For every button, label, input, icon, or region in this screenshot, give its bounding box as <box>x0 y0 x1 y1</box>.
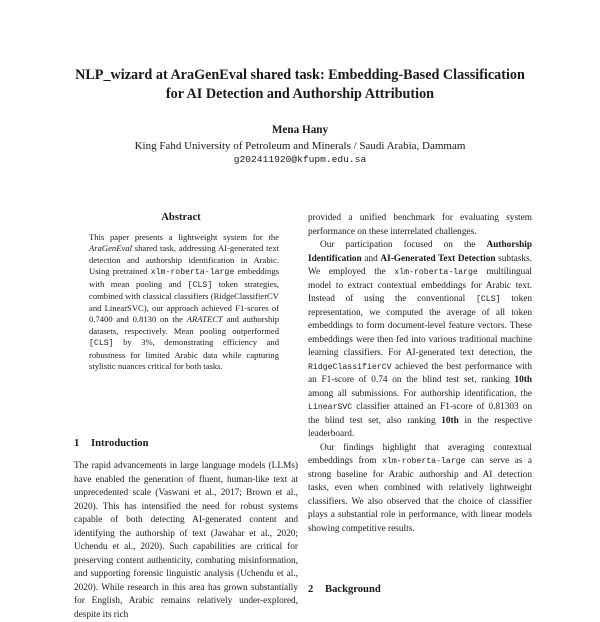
section-title: Introduction <box>91 438 149 449</box>
section-heading-introduction <box>74 438 149 449</box>
text-run: in the respective leaderboard. <box>308 415 532 439</box>
rank-ai-detection: 10th <box>514 375 532 385</box>
right-paragraph-2 <box>308 239 532 442</box>
abstract-text <box>89 232 279 372</box>
text-run: subtasks. We employed the <box>308 253 532 277</box>
right-column-body <box>308 212 532 536</box>
text-run: among all submissions. For authorship identification, the <box>308 388 532 399</box>
classifier-linearsvc: LinearSVC <box>308 403 353 412</box>
text-run: token representation, we computed the average of all token embeddings to form document-level feature vectors. These embeddings were then fed into various traditional machine learning classifiers. For AI-generated text detection, the <box>308 294 532 358</box>
author-affiliation: King Fahd University of Petroleum and Minerals / Saudi Arabia, Dammam <box>134 140 466 152</box>
abstract-text-2: shared task, addressing AI-generated text detection and authorship identification in Arabic. Using pretrained <box>89 243 279 277</box>
text-run: can serve as a strong baseline for Arabic authorship and AI detection tasks, even when combined with relatively lightweight classifiers. We also observed that the choice of classifier plays a substantial role in performance, with linear models showing competitive results. <box>308 456 532 534</box>
title-line-2: for AI Detection and Authorship Attribution <box>165 86 435 102</box>
abstract-text-6: by 3%, demonstrating efficiency and robustness for limited Arabic data while capturing stylistic nuances critical for both tasks. <box>89 337 279 371</box>
rank-authorship: 10th <box>441 415 459 426</box>
model-name: xlm-roberta-large <box>382 457 466 466</box>
intro-paragraph: The rapid advancements in large language models (LLMs) have enabled the generation of fluent, human-like text at unprecedented scale (Vaswani et al., 2017; Brown et al., 2020). This has intensified the need for robust systems capable of both detecting AI-generated content and identifying the authorship of text (Jawahar et al., 2020; Uchendu et al., 2020). Such capabilities are critical for preserving content authenticity, combating misinformation, and supporting forensic linguistic analysis (Uchendu et al., 2020). While research in this area has grown substantially for English, Arabic remains relatively under-explored, despite its rich <box>74 461 298 620</box>
text-run: Our participation focused on the <box>320 240 487 250</box>
classifier-ridge: RidgeClassifierCV <box>308 362 392 372</box>
text-run: achieved the best performance with an F1-score of 0.74 on the blind test set, ranking <box>308 361 532 385</box>
abstract-cls-token-2: [CLS] <box>89 339 114 349</box>
introduction-body <box>74 460 298 622</box>
right-paragraph-1: provided a unified benchmark for evaluating system performance on these interrelated challenges. <box>308 213 532 237</box>
model-name: xlm-roberta-large <box>394 268 478 277</box>
paper-title <box>40 66 560 104</box>
abstract-dataset-name: ARATECT <box>186 314 223 325</box>
title-line-1: NLP_wizard at AraGenEval shared task: Embedding-Based Classification <box>75 67 525 83</box>
text-run: Our findings highlight that averaging contextual embeddings from <box>308 442 532 466</box>
abstract-task-name: AraGenEval <box>89 243 132 254</box>
section-heading-background <box>308 584 381 595</box>
abstract-model-name: xlm-roberta-large <box>150 268 235 278</box>
cls-token: [CLS] <box>475 295 501 304</box>
section-number: 1 <box>74 438 80 449</box>
abstract-text-1: This paper presents a lightweight system for the <box>89 232 279 242</box>
abstract-cls-token: [CLS] <box>187 280 213 290</box>
abstract-heading: Abstract <box>161 212 201 223</box>
section-number: 2 <box>308 584 314 595</box>
abstract-text-5: and authorship datasets, respectively. Mean pooling outperformed <box>89 314 279 336</box>
abstract-text-3: embeddings with mean pooling and <box>89 266 279 289</box>
abstract-text-4: token strategies, combined with classical classifiers (RidgeClassifierCV and LinearSVC), our approach achieved F1-scores of 0.7400 and 0.8130 on the <box>89 278 279 325</box>
subtask-ai-detection: AI-Generated Text Detection <box>380 253 496 264</box>
author-name: Mena Hany <box>271 124 329 136</box>
right-paragraph-3 <box>308 442 532 537</box>
text-run: and <box>361 253 381 264</box>
text-run: multilingual model to extract contextual embeddings for Arabic text. Instead of using the conventional <box>308 267 532 304</box>
section-title: Background <box>325 584 381 595</box>
subtask-authorship: Authorship Identification <box>308 240 532 264</box>
text-run: classifier attained an F1-score of 0.81303 on the blind test set, also ranking <box>308 402 532 426</box>
author-email: g202411920@kfupm.edu.sa <box>233 154 367 165</box>
